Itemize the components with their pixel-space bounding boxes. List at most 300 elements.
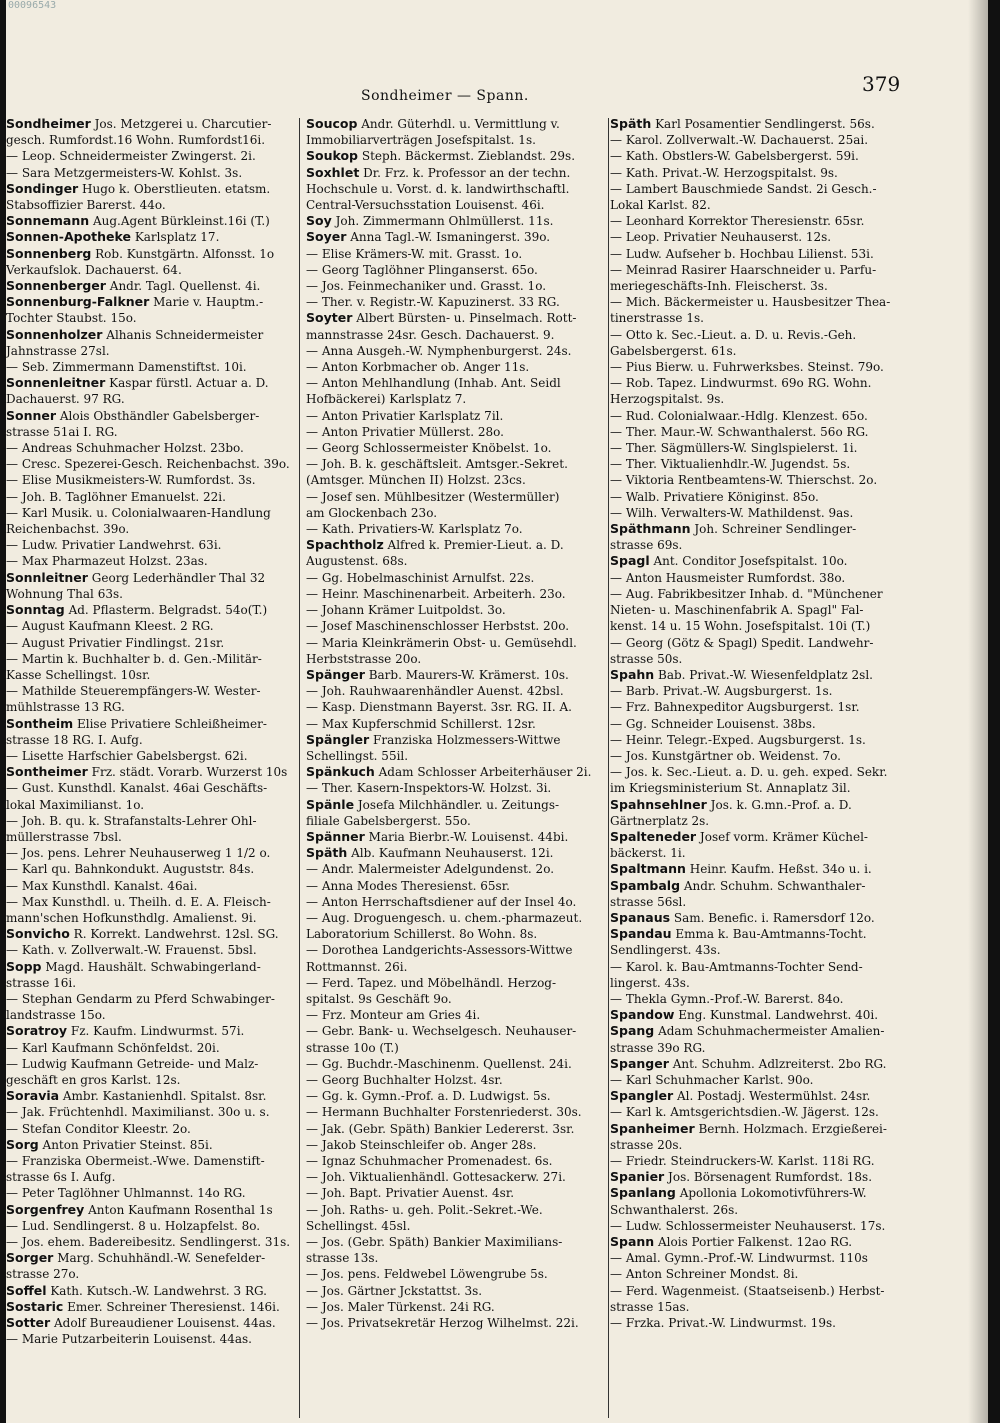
entry-text: Jahnstrasse 27sl.: [6, 343, 110, 358]
entry-text: Immobiliarverträgen Josefspitalst. 1s.: [306, 133, 536, 148]
directory-entry: [306, 132, 606, 148]
entry-text: Adolf Bureaudiener Louisenst. 44as.: [54, 1316, 276, 1331]
entry-text: strasse 69s.: [610, 538, 683, 553]
directory-entry: [610, 132, 940, 148]
entry-surname: Sonnemann: [6, 213, 90, 229]
entry-text: — Josef sen. Mühlbesitzer (Westermüller): [306, 489, 560, 504]
directory-entry: [610, 213, 940, 229]
entry-surname: Soucop: [306, 116, 358, 131]
directory-entry: [6, 1169, 296, 1185]
entry-text: Heinr. Kaufm. Heßst. 34o u. i.: [689, 862, 872, 877]
directory-entry: [306, 408, 606, 424]
directory-entry: [6, 699, 296, 715]
entry-surname: Spängler: [306, 731, 370, 747]
entry-text: — Aug. Droguengesch. u. chem.-pharmazeut.: [306, 910, 583, 925]
directory-entry: [306, 165, 606, 181]
directory-entry: [6, 229, 296, 245]
entry-text: Rob. Kunstgärtn. Alfonsst. 1o: [95, 246, 275, 261]
entry-text: — Max Kunsthdl. u. Theilh. d. E. A. Fleisch-: [6, 894, 271, 909]
directory-entry: [306, 375, 606, 391]
directory-entry: [6, 1007, 296, 1023]
entry-text: — Meinrad Rasirer Haarschneider u. Parfu-: [610, 262, 877, 277]
directory-entry: [306, 667, 606, 683]
entry-surname: Soyer: [306, 229, 347, 245]
directory-entry: [610, 699, 940, 715]
entry-text: Georg Lederhändler Thal 32: [91, 570, 266, 585]
directory-entry: [6, 716, 296, 732]
entry-text: — Mathilde Steuerempfängers-W. Wester-: [6, 684, 261, 699]
entry-text: Kaspar fürstl. Actuar a. D.: [109, 376, 269, 391]
entry-text: Josef vorm. Krämer Küchel-: [699, 829, 868, 844]
directory-entry: [6, 440, 296, 456]
directory-entry: [306, 1299, 606, 1315]
directory-entry: [610, 748, 940, 764]
directory-entry: [610, 116, 940, 132]
entry-text: bäckerst. 1i.: [610, 846, 686, 861]
entry-text: — Leop. Schneidermeister Zwingerst. 2i.: [6, 149, 256, 164]
directory-entry: [6, 683, 296, 699]
entry-surname: Soratroy: [6, 1023, 68, 1039]
directory-entry: [306, 683, 606, 699]
entry-text: — Anton Korbmacher ob. Anger 11s.: [306, 360, 530, 375]
directory-entry: [610, 1007, 940, 1023]
directory-entry: [306, 813, 606, 829]
directory-entry: [610, 359, 940, 375]
directory-entry: [306, 262, 606, 278]
entry-text: Hochschule u. Vorst. d. k. landwirthschaftl.: [306, 181, 570, 196]
directory-entry: [306, 489, 606, 505]
entry-text: Jos. k. G.mn.-Prof. a. D.: [710, 797, 852, 812]
entry-text: — Joh. Raths- u. geh. Polit.-Sekret.-We.: [306, 1202, 543, 1217]
entry-text: — Gg. Buchdr.-Maschinenm. Quellenst. 24i.: [306, 1056, 572, 1071]
directory-entry: [6, 748, 296, 764]
directory-entry: [306, 1121, 606, 1137]
directory-entry: [610, 327, 940, 343]
directory-entry: [6, 813, 296, 829]
entry-text: Andr. Güterhdl. u. Vermittlung v.: [361, 117, 560, 131]
entry-text: Josefa Milchhändler. u. Zeitungs-: [357, 797, 560, 812]
directory-entry: [6, 959, 296, 975]
entry-text: Barb. Maurers-W. Krämerst. 10s.: [368, 667, 569, 682]
directory-entry: [610, 1121, 940, 1137]
directory-entry: [306, 1283, 606, 1299]
entry-text: — Ludw. Privatier Landwehrst. 63i.: [6, 538, 222, 553]
entry-text: — Otto k. Sec.-Lieut. a. D. u. Revis.-Geh.: [610, 327, 857, 342]
entry-text: — Maria Kleinkrämerin Obst- u. Gemüsehdl.: [306, 635, 577, 650]
directory-entry: [6, 926, 296, 942]
entry-text: — Frz. Bahnexpeditor Augsburgerst. 1sr.: [610, 700, 860, 715]
entry-text: — Mich. Bäckermeister u. Hausbesitzer Thea-: [610, 295, 891, 310]
entry-text: — Rob. Tapez. Lindwurmst. 69o RG. Wohn.: [610, 376, 872, 391]
entry-text: — Barb. Privat.-W. Augsburgerst. 1s.: [610, 684, 833, 699]
directory-entry: [6, 1023, 296, 1039]
entry-surname: Spaltmann: [610, 861, 686, 877]
entry-text: strasse 39o RG.: [610, 1040, 706, 1055]
entry-text: Albert Bürsten- u. Pinselmach. Rott-: [356, 311, 577, 326]
directory-entry: [6, 1202, 296, 1218]
entry-text: Gabelsbergerst. 61s.: [610, 343, 737, 358]
entry-text: kenst. 14 u. 15 Wohn. Josefspitalst. 10i (T.): [610, 619, 871, 634]
entry-surname: Spänger: [306, 666, 365, 682]
entry-text: — Jakob Steinschleifer ob. Anger 28s.: [306, 1137, 537, 1152]
directory-entry: [6, 537, 296, 553]
entry-text: Hugo k. Oberstlieuten. etatsm.: [82, 181, 271, 196]
directory-entry: [306, 1250, 606, 1266]
entry-text: Rottmannst. 26i.: [306, 959, 408, 974]
entry-text: Laboratorium Schillerst. 8o Wohn. 8s.: [306, 927, 538, 942]
directory-entry: [610, 229, 940, 245]
directory-entry: [610, 310, 940, 326]
entry-text: Reichenbachst. 39o.: [6, 522, 130, 537]
directory-entry: [306, 310, 606, 326]
entry-text: Joh. Schreiner Sendlinger-: [694, 522, 857, 537]
entry-surname: Spanger: [610, 1055, 669, 1071]
entry-text: Anton Privatier Steinst. 85i.: [42, 1137, 213, 1152]
entry-text: — Stephan Gendarm zu Pferd Schwabinger-: [6, 991, 275, 1006]
entry-text: Alfred k. Premier-Lieut. a. D.: [387, 538, 564, 553]
entry-text: Gärtnerplatz 2s.: [610, 813, 710, 828]
directory-entry: [6, 1218, 296, 1234]
entry-text: Magd. Haushält. Schwabingerland-: [45, 959, 261, 974]
directory-entry: [610, 424, 940, 440]
directory-entry: [610, 1153, 940, 1169]
entry-text: Sendlingerst. 43s.: [610, 943, 721, 958]
directory-entry: [306, 181, 606, 197]
directory-entry: [6, 1153, 296, 1169]
directory-entry: [610, 553, 940, 569]
directory-entry: [6, 586, 296, 602]
directory-entry: [610, 894, 940, 910]
directory-entry: [6, 1250, 296, 1266]
entry-text: — Friedr. Steindruckers-W. Karlst. 118i RG.: [610, 1154, 875, 1168]
entry-text: — Heinr. Maschinenarbeit. Arbeiterh. 23o.: [306, 586, 566, 601]
directory-entry: [610, 1299, 940, 1315]
entry-text: Jos. Metzgerei u. Charcutier-: [94, 117, 272, 131]
entry-text: spitalst. 9s Geschäft 9o.: [306, 991, 452, 1006]
directory-entry: [6, 861, 296, 877]
entry-text: — Georg Taglöhner Plinganserst. 65o.: [306, 262, 538, 277]
entry-surname: Spahnsehlner: [610, 796, 707, 812]
directory-entry: [610, 489, 940, 505]
entry-text: — Ther. Viktualienhdlr.-W. Jugendst. 5s.: [610, 457, 851, 472]
entry-surname: Spanier: [610, 1169, 665, 1185]
entry-surname: Späth: [610, 116, 652, 131]
entry-text: Alhanis Schneidermeister: [106, 327, 264, 342]
entry-text: Sam. Benefic. i. Ramersdorf 12o.: [673, 910, 875, 925]
entry-text: — Jos. Kunstgärtner ob. Weidenst. 7o.: [610, 748, 841, 763]
entry-surname: Soffel: [6, 1282, 47, 1298]
directory-entry: [306, 1007, 606, 1023]
entry-text: Franziska Holzmessers-Wittwe: [373, 732, 561, 747]
directory-entry: [306, 878, 606, 894]
entry-text: — Joh. B. Taglöhner Emanuelst. 22i.: [6, 489, 226, 504]
entry-text: filiale Gabelsbergerst. 55o.: [306, 813, 471, 828]
entry-text: — Viktoria Rentbeamtens-W. Thierschst. 2o.: [610, 473, 878, 488]
directory-entry: [306, 359, 606, 375]
directory-entry: [6, 1104, 296, 1120]
entry-surname: Sonner: [6, 407, 57, 423]
entry-text: — Ther. Kasern-Inspektors-W. Holzst. 3i.: [306, 781, 552, 796]
directory-entry: [610, 683, 940, 699]
directory-entry: [6, 165, 296, 181]
directory-entry: [306, 1266, 606, 1282]
directory-entry: [306, 910, 606, 926]
entry-text: mannstrasse 24sr. Gesch. Dachauerst. 9.: [306, 327, 555, 342]
directory-entry: [6, 310, 296, 326]
entry-text: Eng. Kunstmal. Landwehrst. 40i.: [678, 1008, 879, 1023]
entry-text: — Joh. Viktualienhändl. Gottesackerw. 27i.: [306, 1170, 566, 1185]
directory-entry: [6, 894, 296, 910]
entry-text: — Marie Putzarbeiterin Louisenst. 44as.: [6, 1332, 252, 1347]
entry-text: — Max Kunsthdl. Kanalst. 46ai.: [6, 878, 198, 893]
directory-entry: [306, 764, 606, 780]
directory-entry: [610, 764, 940, 780]
directory-entry: [6, 764, 296, 780]
directory-entry: [610, 1137, 940, 1153]
directory-entry: [6, 1283, 296, 1299]
directory-entry: [306, 861, 606, 877]
directory-entry: [306, 959, 606, 975]
directory-entry: [6, 910, 296, 926]
entry-text: — Andreas Schuhmacher Holzst. 23bo.: [6, 441, 244, 456]
directory-entry: [610, 181, 940, 197]
directory-entry: [610, 148, 940, 164]
directory-entry: [306, 1137, 606, 1153]
directory-entry: [306, 1072, 606, 1088]
directory-entry: [610, 278, 940, 294]
directory-entry: [306, 440, 606, 456]
entry-surname: Sontheimer: [6, 764, 88, 780]
entry-text: — Seb. Zimmermann Damenstiftst. 10i.: [6, 360, 247, 375]
entry-text: — Ther. Sägmüllers-W. Singlspielerst. 1i.: [610, 441, 858, 456]
directory-entry: [610, 408, 940, 424]
directory-entry: [306, 1169, 606, 1185]
entry-text: landstrasse 15o.: [6, 1008, 106, 1023]
directory-entry: [610, 780, 940, 796]
entry-text: — Heinr. Telegr.-Exped. Augsburgerst. 1s.: [610, 732, 866, 747]
directory-entry: [610, 505, 940, 521]
entry-surname: Spahn: [610, 666, 655, 682]
entry-text: — Jos. ehem. Badereibesitz. Sendlingerst. 31s.: [6, 1235, 291, 1250]
column-1: [6, 116, 296, 1347]
directory-entry: [306, 197, 606, 213]
directory-entry: [610, 959, 940, 975]
entry-text: — Max Kupferschmid Schillerst. 12sr.: [306, 716, 536, 731]
entry-text: Anton Kaufmann Rosenthal 1s: [88, 1202, 273, 1217]
entry-text: Maria Bierbr.-W. Louisenst. 44bi.: [368, 829, 569, 844]
entry-surname: Sorger: [6, 1250, 54, 1266]
directory-entry: [306, 391, 606, 407]
directory-entry: [6, 246, 296, 262]
directory-entry: [610, 1169, 940, 1185]
directory-entry: [610, 1104, 940, 1120]
entry-text: Frz. städt. Vorarb. Wurzerst 10s: [91, 765, 288, 780]
entry-text: Bernh. Holzmach. Erzgießerei-: [698, 1121, 887, 1136]
entry-surname: Spang: [610, 1023, 655, 1039]
directory-entry: [306, 829, 606, 845]
entry-text: Kasse Schellingst. 10sr.: [6, 667, 151, 682]
entry-text: Lokal Karlst. 82.: [610, 198, 711, 213]
directory-entry: [306, 1056, 606, 1072]
entry-text: Augustenst. 68s.: [306, 554, 408, 569]
directory-entry: [306, 343, 606, 359]
directory-entry: [6, 780, 296, 796]
directory-entry: [6, 343, 296, 359]
entry-text: R. Korrekt. Landwehrst. 12sl. SG.: [73, 927, 279, 942]
entry-text: Emer. Schreiner Theresienst. 146i.: [67, 1299, 280, 1314]
entry-text: — Wilh. Verwalters-W. Mathildenst. 9as.: [610, 505, 854, 520]
entry-text: am Glockenbach 23o.: [306, 505, 438, 520]
entry-surname: Sonnen-Apotheke: [6, 229, 131, 245]
directory-entry: [610, 391, 940, 407]
directory-entry: [306, 1315, 606, 1331]
directory-entry: [6, 424, 296, 440]
entry-text: Herbststrasse 20o.: [306, 651, 422, 666]
entry-text: — Gebr. Bank- u. Wechselgesch. Neuhauser-: [306, 1024, 577, 1039]
entry-text: strasse 10o (T.): [306, 1040, 399, 1055]
directory-entry: [610, 716, 940, 732]
entry-text: — Kasp. Dienstmann Bayerst. 3sr. RG. II. A.: [306, 700, 572, 715]
directory-page: [6, 0, 988, 1423]
directory-entry: [610, 845, 940, 861]
directory-entry: [610, 197, 940, 213]
entry-surname: Spänle: [306, 796, 355, 812]
directory-entry: [610, 343, 940, 359]
directory-entry: [306, 894, 606, 910]
directory-entry: [306, 116, 606, 132]
directory-entry: [610, 570, 940, 586]
entry-text: — Andr. Malermeister Adelgundenst. 2o.: [306, 862, 555, 877]
entry-surname: Späthmann: [610, 521, 691, 537]
entry-text: lokal Maximilianst. 1o.: [6, 797, 145, 812]
entry-surname: Sontheim: [6, 715, 74, 731]
directory-entry: [610, 1023, 940, 1039]
directory-entry: [610, 618, 940, 634]
directory-entry: [306, 651, 606, 667]
entry-text: — Karol. Zollverwalt.-W. Dachauerst. 25ai.: [610, 133, 869, 148]
entry-surname: Spanheimer: [610, 1120, 695, 1136]
entry-text: Dr. Frz. k. Professor an der techn.: [363, 165, 571, 180]
entry-surname: Spanaus: [610, 909, 671, 925]
entry-text: — Joh. B. k. geschäftsleit. Amtsger.-Sekret.: [306, 457, 568, 472]
entry-text: — Jos. Feinmechaniker und. Grasst. 1o.: [306, 279, 547, 294]
entry-text: meriegeschäfts-Inh. Fleischerst. 3s.: [610, 279, 828, 294]
entry-text: strasse 15as.: [610, 1299, 690, 1314]
entry-text: Stabsoffizier Barerst. 44o.: [6, 198, 166, 213]
directory-entry: [610, 861, 940, 877]
entry-text: im Kriegsministerium St. Annaplatz 3il.: [610, 781, 851, 796]
entry-text: Apollonia Lokomotivführers-W.: [679, 1186, 867, 1201]
directory-entry: [6, 1234, 296, 1250]
entry-text: — Hermann Buchhalter Forstenriederst. 30s.: [306, 1105, 582, 1120]
entry-surname: Spagl: [610, 553, 650, 569]
directory-entry: [6, 505, 296, 521]
entry-text: — Jos. Maler Türkenst. 24i RG.: [306, 1299, 495, 1314]
directory-entry: [610, 878, 940, 894]
directory-entry: [610, 651, 940, 667]
entry-text: Schellingst. 55il.: [306, 748, 409, 763]
entry-text: — Elise Krämers-W. mit. Grasst. 1o.: [306, 246, 523, 261]
entry-surname: Sonnenleitner: [6, 375, 106, 391]
entry-surname: Spandow: [610, 1007, 675, 1023]
directory-entry: [610, 1088, 940, 1104]
entry-text: — Kath. Privat.-W. Herzogspitalst. 9s.: [610, 165, 838, 180]
entry-text: — Kath. v. Zollverwalt.-W. Frauenst. 5bsl.: [6, 943, 257, 958]
column-rule: [299, 118, 300, 1418]
directory-entry: [306, 294, 606, 310]
directory-entry: [6, 391, 296, 407]
entry-text: — Jak. Früchtenhdl. Maximilianst. 30o u. s.: [6, 1105, 270, 1120]
running-title: Sondheimer — Spann.: [361, 88, 529, 104]
entry-text: — Karl Kaufmann Schönfeldst. 20i.: [6, 1040, 220, 1055]
column-3: [610, 116, 940, 1331]
directory-entry: [610, 521, 940, 537]
entry-surname: Sostaric: [6, 1298, 64, 1314]
directory-entry: [6, 472, 296, 488]
entry-text: Verkaufslok. Dachauerst. 64.: [6, 262, 182, 277]
directory-entry: [306, 748, 606, 764]
entry-text: — Lisette Harfschier Gabelsbergst. 62i.: [6, 748, 248, 763]
entry-text: — Jos. k. Sec.-Lieut. a. D. u. geh. exped. Sekr.: [610, 765, 888, 780]
entry-text: — Jak. (Gebr. Späth) Bankier Ledererst. 3sr.: [306, 1121, 575, 1136]
entry-text: — Lambert Bauschmiede Sandst. 2i Gesch.-: [610, 181, 877, 196]
entry-text: Ad. Pflasterm. Belgradst. 54o(T.): [68, 603, 268, 618]
entry-text: — Jos. Privatsekretär Herzog Wilhelmst. 22i.: [306, 1316, 579, 1331]
directory-entry: [306, 716, 606, 732]
entry-text: — Rud. Colonialwaar.-Hdlg. Klenzest. 65o.: [610, 408, 868, 423]
directory-entry: [306, 975, 606, 991]
directory-entry: [6, 132, 296, 148]
directory-entry: [6, 570, 296, 586]
directory-entry: [306, 553, 606, 569]
directory-entry: [6, 618, 296, 634]
directory-entry: [6, 489, 296, 505]
entry-text: strasse 20s.: [610, 1137, 683, 1152]
entry-surname: Spachtholz: [306, 537, 384, 553]
entry-text: strasse 51ai I. RG.: [6, 424, 118, 439]
directory-entry: [610, 1283, 940, 1299]
entry-surname: Spann: [610, 1234, 655, 1250]
entry-surname: Spandau: [610, 926, 672, 942]
directory-entry: [306, 635, 606, 651]
directory-entry: [610, 797, 940, 813]
entry-text: — Ludw. Schlossermeister Neuhauserst. 17s.: [610, 1218, 886, 1233]
entry-text: — Martin k. Buchhalter b. d. Gen.-Militär-: [6, 651, 262, 666]
directory-entry: [6, 553, 296, 569]
entry-text: — Anna Modes Theresienst. 65sr.: [306, 878, 510, 893]
entry-text: Alois Portier Falkenst. 12ao RG.: [658, 1235, 853, 1250]
entry-text: strasse 13s.: [306, 1251, 379, 1266]
directory-entry: [306, 942, 606, 958]
directory-entry: [306, 780, 606, 796]
directory-entry: [610, 1218, 940, 1234]
directory-entry: [306, 618, 606, 634]
entry-text: — Thekla Gymn.-Prof.-W. Barerst. 84o.: [610, 991, 844, 1006]
entry-surname: Spänkuch: [306, 764, 375, 780]
entry-text: — Amal. Gymn.-Prof.-W. Lindwurmst. 110s: [610, 1251, 868, 1266]
directory-entry: [610, 456, 940, 472]
entry-text: — Peter Taglöhner Uhlmannst. 14o RG.: [6, 1186, 246, 1201]
entry-text: — Dorothea Landgerichts-Assessors-Wittwe: [306, 943, 573, 958]
entry-text: strasse 50s.: [610, 651, 683, 666]
entry-text: Andr. Schuhm. Schwanthaler-: [683, 878, 866, 893]
entry-text: Marg. Schuhhändl.-W. Senefelder-: [57, 1251, 266, 1266]
directory-entry: [610, 1056, 940, 1072]
column-rule: [608, 118, 609, 1418]
entry-surname: Spänner: [306, 828, 365, 844]
entry-text: — August Kaufmann Kleest. 2 RG.: [6, 619, 214, 634]
directory-entry: [6, 1315, 296, 1331]
